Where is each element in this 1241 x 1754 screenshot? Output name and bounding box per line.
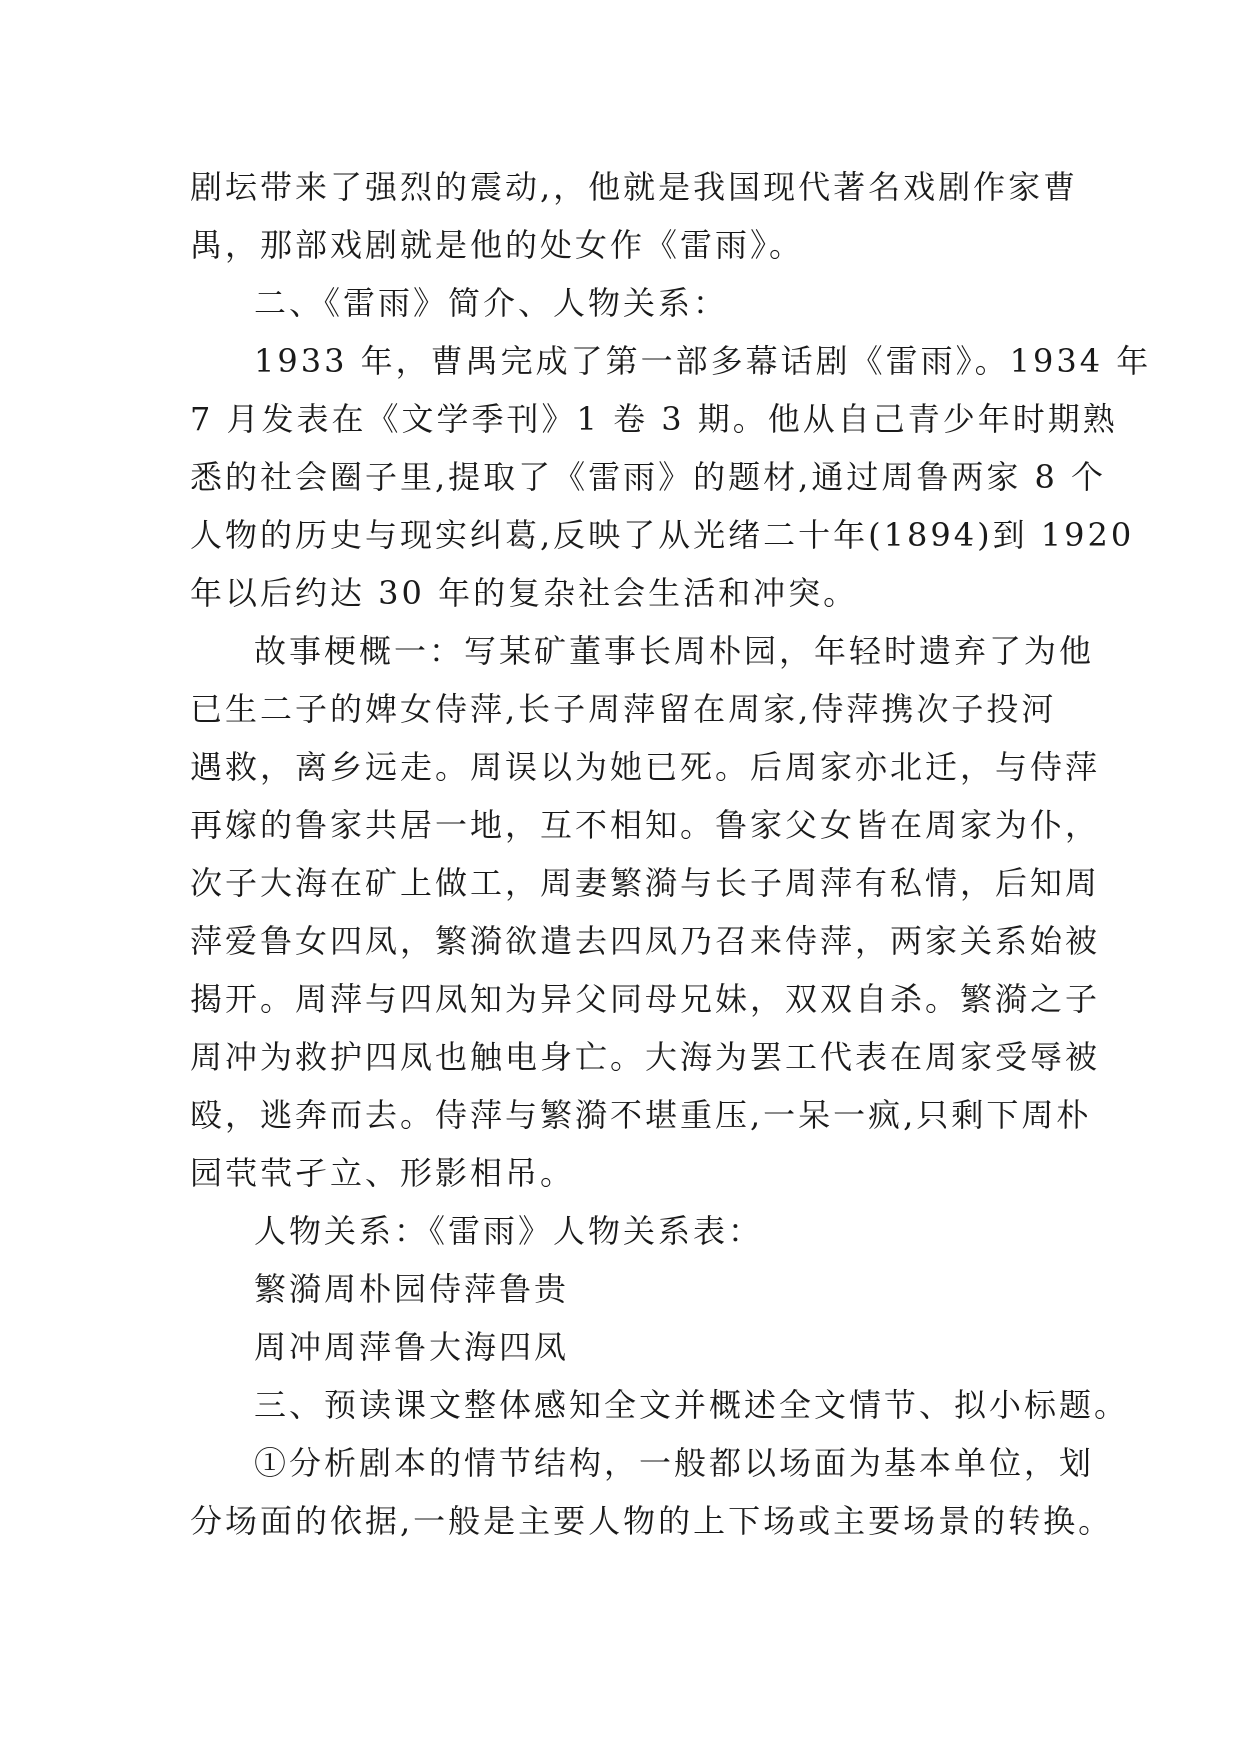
text-line: 萍爱鲁女四凤，繁漪欲遣去四凤乃召来侍萍，两家关系始被 <box>190 922 1101 960</box>
text-line: 次子大海在矿上做工，周妻繁漪与长子周萍有私情，后知周 <box>190 864 1101 902</box>
document-body <box>190 158 1152 1550</box>
text-line: ①分析剧本的情节结构，一般都以场面为基本单位，划 <box>254 1444 1095 1482</box>
text-line: 剧坛带来了强烈的震动,，他就是我国现代著名戏剧作家曹 <box>190 168 1079 206</box>
character-row: 周冲周萍鲁大海四凤 <box>254 1328 570 1366</box>
section-heading: 二、《雷雨》简介、人物关系： <box>254 284 729 322</box>
text-line: 再嫁的鲁家共居一地，互不相知。鲁家父女皆在周家为仆， <box>190 806 1101 844</box>
text-line: 遇救，离乡远走。周误以为她已死。后周家亦北迁，与侍萍 <box>190 748 1101 786</box>
text-line: 已生二子的婢女侍萍,长子周萍留在周家,侍萍携次子投河 <box>190 690 1057 728</box>
text-line: 年以后约达 30 年的复杂社会生活和冲突。 <box>190 574 859 612</box>
text-line: 分场面的依据,一般是主要人物的上下场或主要场景的转换。 <box>190 1502 1114 1540</box>
text-line: 悉的社会圈子里,提取了《雷雨》的题材,通过周鲁两家 8 个 <box>190 458 1107 496</box>
section-heading: 三、预读课文整体感知全文并概述全文情节、拟小标题。 <box>254 1386 1130 1424</box>
text-line: 人物的历史与现实纠葛,反映了从光绪二十年(1894)到 1920 <box>190 516 1135 554</box>
text-line: 周冲为救护四凤也触电身亡。大海为罢工代表在周家受辱被 <box>190 1038 1101 1076</box>
character-row: 繁漪周朴园侍萍鲁贵 <box>254 1270 570 1308</box>
text-line: 故事梗概一：写某矿董事长周朴园，年轻时遗弃了为他 <box>254 632 1095 670</box>
text-line: 园茕茕孑立、形影相吊。 <box>190 1154 576 1192</box>
text-line: 殴，逃奔而去。侍萍与繁漪不堪重压,一呆一疯,只剩下周朴 <box>190 1096 1092 1134</box>
text-line: 揭开。周萍与四凤知为异父同母兄妹，双双自杀。繁漪之子 <box>190 980 1101 1018</box>
text-line: 人物关系：《雷雨》人物关系表： <box>254 1212 764 1250</box>
text-line: 1933 年，曹禺完成了第一部多幕话剧《雷雨》。1934 年 <box>254 342 1152 380</box>
text-line: 禺，那部戏剧就是他的处女作《雷雨》。 <box>190 226 805 264</box>
text-line: 7 月发表在《文学季刊》1 卷 3 期。他从自己青少年时期熟 <box>190 400 1118 438</box>
